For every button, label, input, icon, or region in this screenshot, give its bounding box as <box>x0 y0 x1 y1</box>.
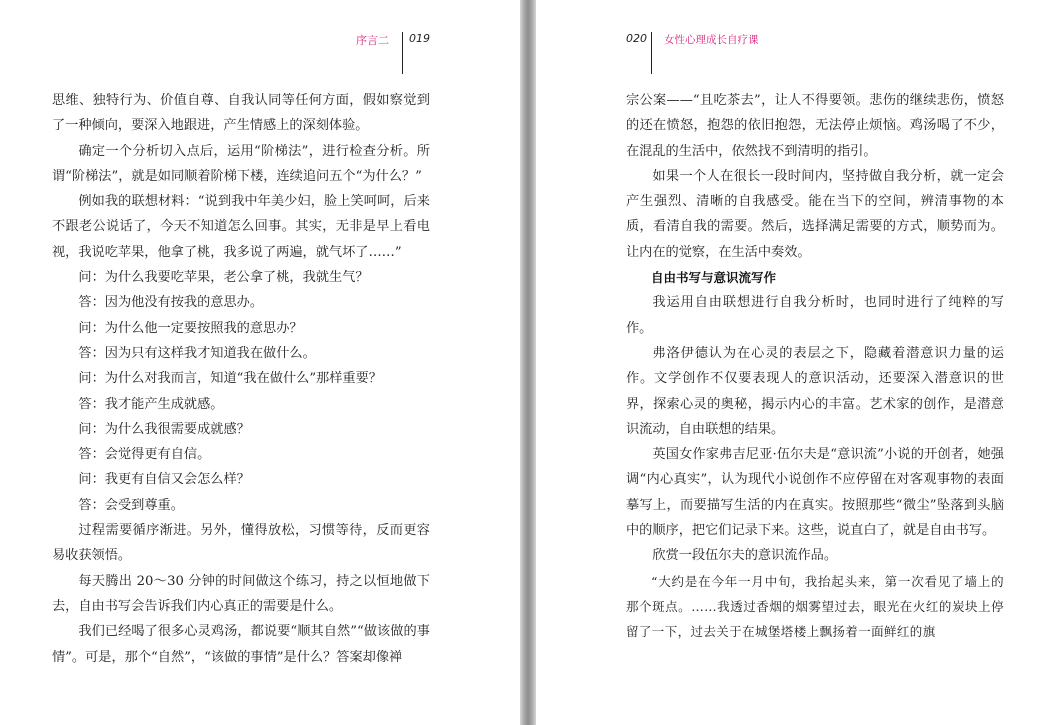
qa-line: 问：为什么我要吃苹果，老公拿了桃，我就生气？ <box>78 270 369 286</box>
paragraph: 例如我的联想材料：“说到我中年美少妇，脸上笑呵呵，后来不跟老公说话了，今天不知道怎么回事。其实，无非是早上看电视，我说吃苹果，他拿了桃，我多说了两遍，就气坏了……” <box>52 194 430 260</box>
paragraph: 宗公案——“且吃茶去”，让人不得要领。悲伤的继续悲伤，愤怒的还在愤怒，抱怨的依旧抱怨，无法停止烦恼。鸡汤喝了不少，在混乱的生活中，依然找不到清明的指引。 <box>626 93 1004 159</box>
paragraph: 过程需要循序渐进。另外，懂得放松，习惯等待，反而更容易收获领悟。 <box>52 523 430 564</box>
right-body-text <box>626 88 1004 645</box>
qa-line: 答：因为他没有按我的意思办。 <box>78 295 264 311</box>
left-header-rule <box>402 32 403 74</box>
paragraph: 思维、独特行为、价值自尊、自我认同等任何方面，假如察觉到了一种倾向，要深入地跟进，产生情感上的深刻体验。 <box>52 93 430 134</box>
qa-line: 答：会觉得更有自信。 <box>78 447 211 463</box>
paragraph: 英国女作家弗吉尼亚·伍尔夫是“意识流”小说的开创者，她强调“内心真实”，认为现代小说创作不应停留在对客观事物的表面摹写上，而要描写生活的内在真实。按照那些“微尘”坠落到头脑中的顺序，把它们记录下来。这些，说直白了，就是自由书写。 <box>626 447 1004 539</box>
paragraph: 欣赏一段伍尔夫的意识流作品。 <box>652 548 838 564</box>
paragraph: 我运用自由联想进行自我分析时，也同时进行了纯粹的写作。 <box>626 295 1004 336</box>
qa-line: 问：为什么对我而言，知道“我在做什么”那样重要？ <box>78 371 382 387</box>
paragraph: 如果一个人在很长一段时间内，坚持做自我分析，就一定会产生强烈、清晰的自我感受。能在当下的空间，辨清事物的本质，看清自我的需要。然后，选择满足需要的方式，顺势而为。让内在的觉察，在生活中奏效。 <box>626 168 1004 260</box>
book-gutter <box>520 0 536 725</box>
paragraph: 每天腾出 20～30 分钟的时间做这个练习，持之以恒地做下去，自由书写会告诉我们内心真正的需要是什么。 <box>52 573 430 614</box>
qa-line: 问：为什么我很需要成就感？ <box>78 421 250 437</box>
paragraph: 弗洛伊德认为在心灵的表层之下，隐藏着潜意识力量的运作。文学创作不仅要表现人的意识活动，还要深入潜意识的世界，探索心灵的奥秘，揭示内心的丰富。艺术家的创作，是潜意识流动，自由联想的结果。 <box>626 345 1004 437</box>
paragraph: 我们已经喝了很多心灵鸡汤，都说要“顺其自然”“做该做的事情”。可是，那个“自然”，“该做的事情”是什么？答案却像禅 <box>52 624 430 665</box>
qa-line: 答：我才能产生成就感。 <box>78 396 224 412</box>
right-header-rule <box>651 32 652 74</box>
left-body-text <box>52 88 430 670</box>
left-header-label: 序言二 <box>356 34 389 47</box>
qa-line: 问：为什么他一定要按照我的意思办？ <box>78 320 303 336</box>
section-heading: 自由书写与意识流写作 <box>651 270 777 286</box>
quote-paragraph: “大约是在今年一月中旬，我抬起头来，第一次看见了墙上的那个斑点。……我透过香烟的烟雾望过去，眼光在火红的炭块上停留了一下，过去关于在城堡塔楼上飘扬着一面鲜红的旗 <box>626 573 1004 640</box>
paragraph: 确定一个分析切入点后，运用“阶梯法”，进行检查分析。所谓“阶梯法”，就是如同顺着阶梯下楼，连续追问五个“为什么？” <box>52 143 430 184</box>
left-page-number: 019 <box>409 32 430 45</box>
qa-line: 问：我更有自信又会怎么样？ <box>78 472 250 488</box>
right-header-label: 女性心理成长自疗课 <box>664 34 759 46</box>
right-page-number: 020 <box>626 32 647 45</box>
qa-line: 答：会受到尊重。 <box>78 497 184 513</box>
qa-line: 答：因为只有这样我才知道我在做什么。 <box>78 345 316 361</box>
